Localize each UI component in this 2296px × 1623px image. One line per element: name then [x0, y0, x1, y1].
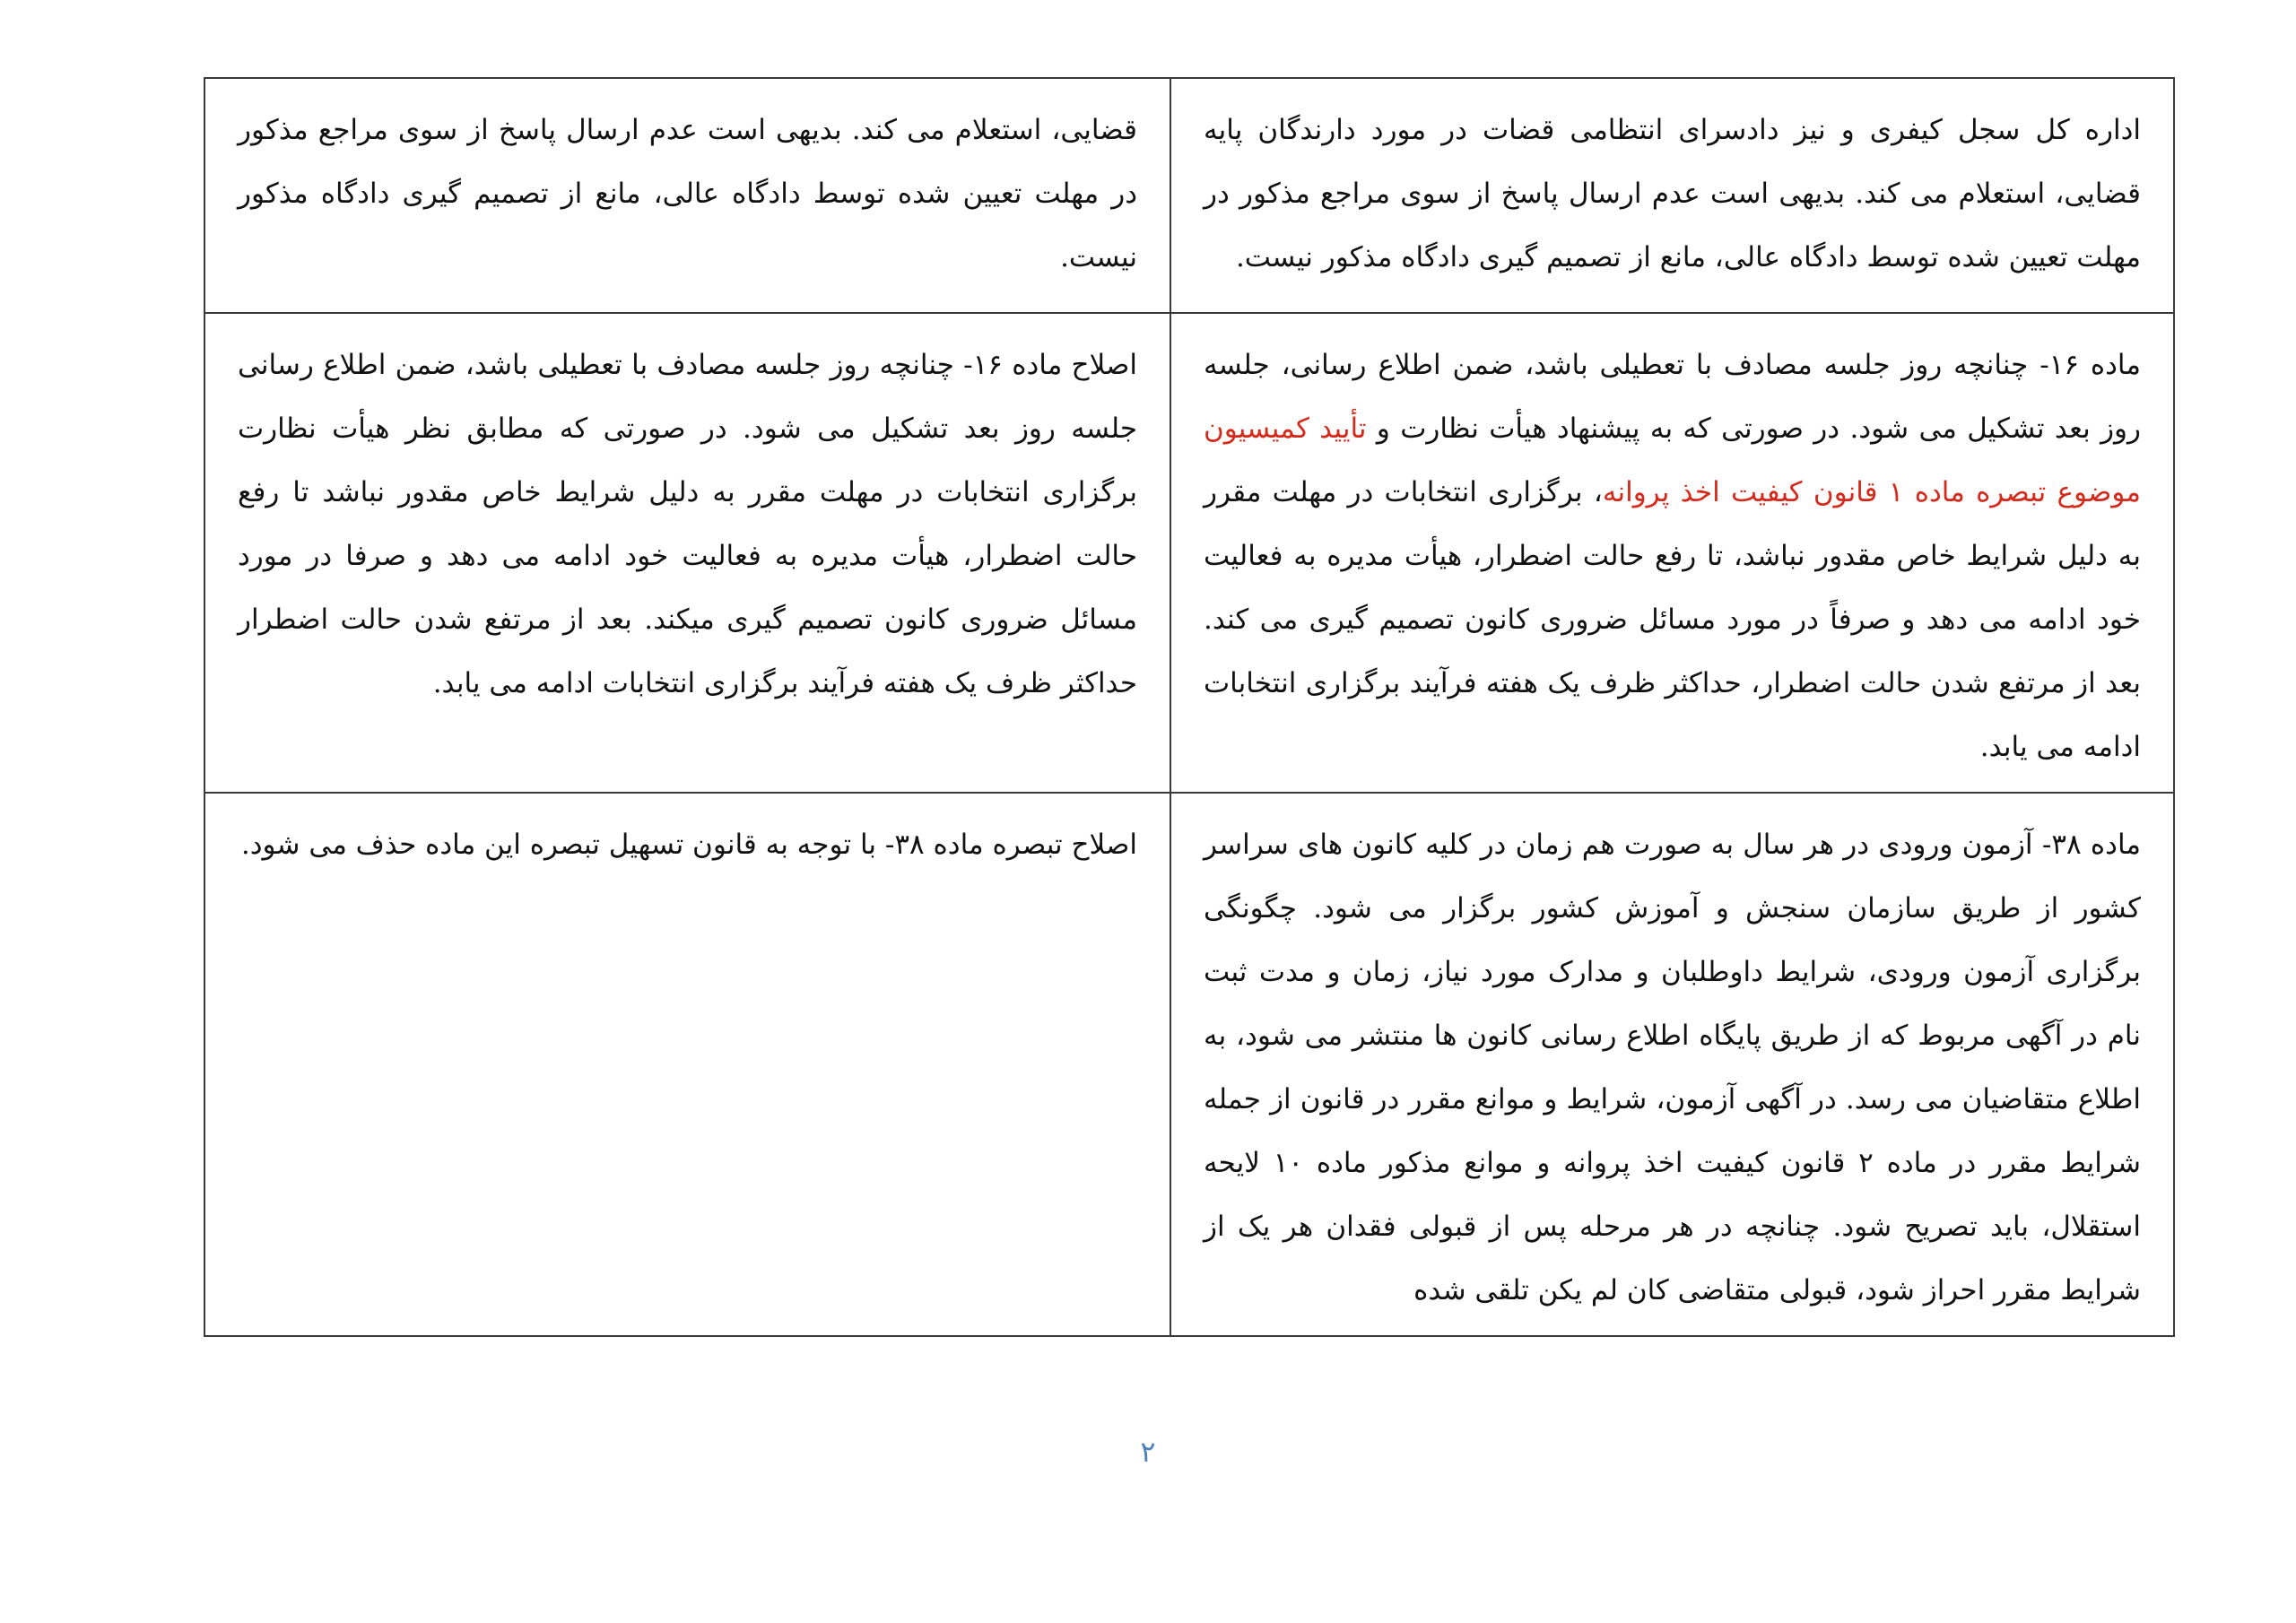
original-text-cell: اداره کل سجل کیفری و نیز دادسرای انتظامی قضات در مورد دارندگان پایه قضایی، استعلام می کند. بدیهی است عدم ارسال پاسخ از سوی مراجع مذکور در مهلت تعیین شده توسط دادگاه عالی، مانع از تصمیم گیری دادگاه مذکور نیست. — [1170, 78, 2174, 313]
table-row — [204, 313, 2174, 793]
highlighted-red-text: تأیید کمیسیون موضوع تبصره ماده ۱ قانون کیفیت اخذ پروانه — [1204, 412, 2141, 508]
original-text-part: ، برگزاری انتخابات در مهلت مقرر به دلیل شرایط خاص مقدور نباشد، تا رفع حالت اضطرار، هیأت مدیره به فعالیت خود ادامه می دهد و صرفاً در مورد مسائل ضروری کانون تصمیم گیری می کند. بعد از مرتفع شدن حالت اضطرار، حداکثر ظرف یک هفته فرآیند برگزاری انتخابات ادامه می یابد. — [1204, 476, 2141, 763]
amendment-text-cell: اصلاح ماده ۱۶- چنانچه روز جلسه مصادف با تعطیلی باشد، ضمن اطلاع رسانی جلسه روز بعد تشکیل می شود. در صورتی که مطابق نظر هیأت نظارت برگزاری انتخابات در مهلت مقرر به دلیل شرایط خاص مقدور نباشد تا رفع حالت اضطرار، هیأت مدیره به فعالیت خود ادامه می دهد و صرفا در مورد مسائل ضروری کانون تصمیم گیری میکند. بعد از مرتفع شدن حالت اضطرار حداکثر ظرف یک هفته فرآیند برگزاری انتخابات ادامه می یابد. — [204, 313, 1170, 793]
original-text-cell — [1170, 313, 2174, 793]
table-row — [204, 793, 2174, 1336]
table-row — [204, 78, 2174, 313]
amendment-text-cell: اصلاح تبصره ماده ۳۸- با توجه به قانون تسهیل تبصره این ماده حذف می شود. — [204, 793, 1170, 1336]
original-text-cell: ماده ۳۸- آزمون ورودی در هر سال به صورت هم زمان در کلیه کانون های سراسر کشور از طریق سازمان سنجش و آموزش کشور برگزار می شود. چگونگی برگزاری آزمون ورودی، شرایط داوطلبان و مدارک مورد نیاز، زمان و مدت ثبت نام در آگهی مربوط که از طریق پایگاه اطلاع رسانی کانون ها منتشر می شود، به اطلاع متقاضیان می رسد. در آگهی آزمون، شرایط و موانع مقرر در قانون از جمله شرایط مقرر در ماده ۲ قانون کیفیت اخذ پروانه و موانع مذکور ماده ۱۰ لایحه استقلال، باید تصریح شود. چنانچه در هر مرحله پس از قبولی فقدان هر یک از شرایط مقرر احراز شود، قبولی متقاضی کان لم یکن تلقی شده — [1170, 793, 2174, 1336]
original-text-part: ماده ۱۶- چنانچه روز جلسه مصادف با تعطیلی باشد، ضمن اطلاع رسانی، جلسه روز بعد تشکیل می شود. در صورتی که به پیشنهاد هیأت نظارت و — [1204, 349, 2141, 445]
page-number: ۲ — [1140, 1435, 1156, 1469]
comparison-table — [204, 77, 2175, 1337]
amendment-text-cell: قضایی، استعلام می کند. بدیهی است عدم ارسال پاسخ از سوی مراجع مذکور در مهلت تعیین شده توسط دادگاه عالی، مانع از تصمیم گیری دادگاه مذکور نیست. — [204, 78, 1170, 313]
